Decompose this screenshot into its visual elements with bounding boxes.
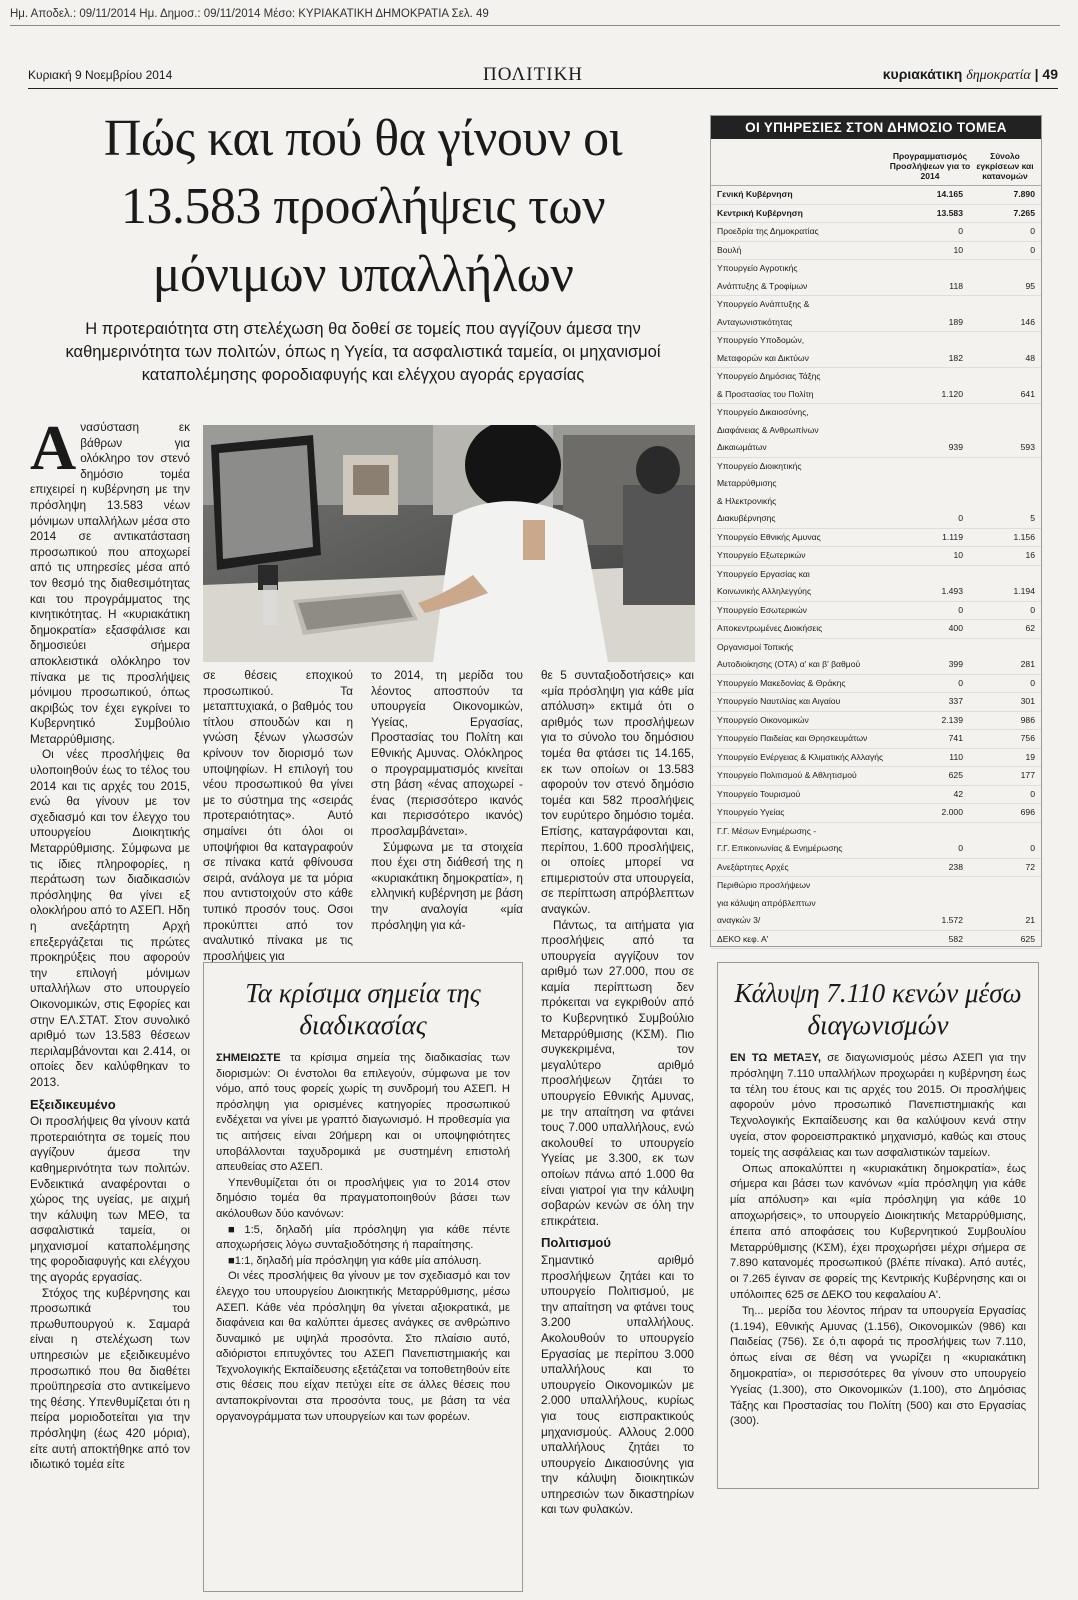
sidebar-box-vacancies bbox=[717, 962, 1039, 1489]
row-approved: 593 bbox=[1020, 442, 1035, 452]
col3-paragraph-2: Σύμφωνα με τα στοιχεία που έχει στη διάθεσή της η «κυριακάτικη δημοκρατία», η ελληνική κυβέρνηση με βάση την αναλογία «μία πρόσληψη για κά- bbox=[371, 839, 523, 932]
row-approved bbox=[975, 422, 1035, 440]
row-label: Ανάπτυξης & Τροφίμων bbox=[717, 280, 808, 291]
table-row bbox=[711, 786, 1041, 805]
row-planned: 2.139 bbox=[941, 714, 963, 725]
table-row bbox=[711, 547, 1041, 566]
row-label: Οργανισμοί Τοπικής bbox=[717, 641, 794, 652]
row-planned: 939 bbox=[948, 442, 963, 452]
row-approved: 16 bbox=[1025, 550, 1035, 560]
row-planned bbox=[885, 493, 975, 511]
row-label: Διακυβέρνησης bbox=[717, 513, 776, 523]
column-2 bbox=[203, 668, 353, 964]
clipping-metadata: Ημ. Αποδελ.: 09/11/2014 Ημ. Δημοσ.: 09/11/2014 Μέσο: ΚΥΡΙΑΚΑΤΙΚΗ ΔΗΜΟΚΡΑΤΙΑ Σελ. 49 bbox=[10, 8, 1060, 26]
row-planned bbox=[885, 260, 975, 278]
row-planned bbox=[885, 823, 975, 841]
row-label: Κεντρική Κυβέρνηση bbox=[717, 207, 803, 218]
row-approved bbox=[975, 566, 1035, 584]
row-planned: 337 bbox=[948, 696, 963, 706]
table-row bbox=[711, 350, 1041, 369]
row-approved: 177 bbox=[1020, 770, 1035, 780]
row-planned: 110 bbox=[949, 751, 963, 762]
row-label: Γ.Γ. Μέσων Ενημέρωσης - bbox=[717, 825, 817, 836]
table-header-name bbox=[717, 151, 885, 181]
section-title: ΠΟΛΙΤΙΚΗ bbox=[483, 64, 584, 85]
box1-text-1: τα κρίσιμα σημεία της διαδικασίας των διορισμών: Οι ένστολοι θα επιλεγούν, σύμφωνα με τον νόμο, από τους φορείς χωρίς τη συνδρομή του ΑΣΕΠ. Η πρόσληψη για ορισμένες κατηγορίες προσωπικού ενδέχεται να γίνει με γραπτό διαγωνισμό. Η προθεσμία για τις αιτήσεις είναι 20ήμερη και οι υποψηφιότητες υποβάλλονται ταχυδρομικά με συστημένη επιστολή απευθείας στο ΑΣΕΠ. bbox=[216, 1052, 510, 1174]
row-label: Βουλή bbox=[717, 244, 742, 255]
row-label: Αποκεντρωμένες Διοικήσεις bbox=[717, 623, 823, 633]
row-planned: 10 bbox=[953, 244, 963, 255]
row-approved: 0 bbox=[1030, 788, 1035, 799]
table-row bbox=[711, 475, 1041, 493]
box2-lead: ΕΝ ΤΩ ΜΕΤΑΞΥ, bbox=[730, 1052, 821, 1064]
row-label: Υπουργείο Μακεδονίας & Θράκης bbox=[717, 677, 846, 688]
col1-paragraph-3: Οι προσλήψεις θα γίνουν κατά προτεραιότητα σε τομείς που αγγίζουν άμεσα την καθημερινότητα των πολιτών. Ενδεικτικά αναφέρονται ο χώρος της υγείας, με αιχμή την κάλυψη των ΜΕΘ, τα ασφαλιστικά ταμεία, οι μηχανισμοί καταπολέμησης της φοροδιαφυγής και ελέγχου της αγοράς εργασίας. bbox=[30, 1114, 190, 1285]
row-planned: 1.572 bbox=[941, 915, 963, 925]
box1-bullet-1: ■1:5, δηλαδή μία πρόσληψη για κάθε πέντε αποχωρήσεις λόγω συνταξιοδότησης ή παραίτησης. bbox=[216, 1223, 510, 1252]
row-label: Προεδρία της Δημοκρατίας bbox=[717, 226, 819, 236]
table-row bbox=[711, 767, 1041, 786]
row-label: Υπουργείο Πολιτισμού & Αθλητισμού bbox=[717, 770, 857, 780]
row-approved bbox=[975, 404, 1035, 422]
row-approved: 146 bbox=[1020, 316, 1035, 327]
row-planned: 182 bbox=[948, 352, 963, 363]
row-planned bbox=[885, 404, 975, 422]
row-label: Υπουργείο Τουρισμού bbox=[717, 788, 801, 799]
row-label: Υπουργείο Αγροτικής bbox=[717, 263, 798, 273]
row-label: & Προστασίας του Πολίτη bbox=[717, 388, 814, 399]
box2-title: Κάλυψη 7.110 κενών μέσω διαγωνισμών bbox=[734, 978, 1022, 1040]
row-approved: 641 bbox=[1020, 388, 1035, 399]
box1-body bbox=[216, 1051, 510, 1425]
row-label: Υπουργείο Εθνικής Αμυνας bbox=[717, 531, 821, 542]
row-planned: 582 bbox=[948, 933, 963, 944]
table-row bbox=[711, 386, 1041, 405]
table-row bbox=[711, 278, 1041, 297]
row-approved bbox=[975, 296, 1035, 314]
row-label: Υπουργείο Υποδομών, bbox=[717, 335, 805, 345]
office-photo-illustration bbox=[203, 425, 695, 662]
row-label: Μεταρρύθμισης bbox=[717, 478, 777, 488]
col3-paragraph-1: το 2014, τη μερίδα του λέοντος αποσπούν τα υπουργεία Οικονομικών, Υγείας, Εργασίας, Προστασίας του Πολίτη και Εθνικής Αμυνας. Ολόκληρος ο προγραμματισμός κινείται στη βάση «ένας αποχωρεί - ένας (περισσότερο ικανός και περισσότερο ικανός) προσλαμβάνεται». bbox=[371, 668, 523, 838]
table-row bbox=[711, 895, 1041, 913]
table-body bbox=[711, 186, 1041, 949]
row-label: Διαφάνειας & Ανθρωπίνων bbox=[717, 424, 819, 435]
box1-title: Τα κρίσιμα σημεία της διαδικασίας bbox=[245, 978, 481, 1040]
row-label: Υπουργείο Υγείας bbox=[717, 807, 785, 817]
row-approved: 0 bbox=[1030, 226, 1035, 236]
table-row bbox=[711, 639, 1041, 657]
row-planned bbox=[885, 566, 975, 584]
table-row bbox=[711, 422, 1041, 440]
table-row bbox=[711, 859, 1041, 878]
row-planned: 189 bbox=[948, 316, 963, 327]
table-row bbox=[711, 493, 1041, 511]
row-planned: 0 bbox=[958, 843, 963, 853]
table-row bbox=[711, 931, 1041, 950]
row-approved: 95 bbox=[1025, 280, 1035, 291]
row-approved: 0 bbox=[1030, 677, 1035, 688]
box1-paragraph-3: Οι νέες προσλήψεις θα γίνουν με τον σχεδιασμό και τον έλεγχο του υπουργείου Διοικητικής Μεταρρύθμισης, μέσω ΑΣΕΠ. Κάθε νέα πρόσληψη θα γίνεται αξιοκρατικά, με διαφάνεια και θα καλύπτει άμεσες ανάγκες σε ανθρώπινο δυναμικό με υψηλά προσόντα. Στο πλαίσιο αυτό, αδιόριστοι επιτυχόντες του ΑΣΕΠ Πανεπιστημιακής και Τεχνολογικής Εκπαίδευσης εξετάζεται να τοποθετηθούν είτε στις θέσεις που είχαν πετύχει είτε σε άλλες θέσεις που ανταποκρίνονται στα προσόντα τους, με βάση τα νέα οργανογράμματα των υπουργείων και των φορέων. bbox=[216, 1270, 510, 1423]
row-label: Αυτοδιοίκησης (ΟΤΑ) α' και β' βαθμού bbox=[717, 659, 861, 669]
row-approved: 7.265 bbox=[1013, 207, 1035, 218]
box1-paragraph-2: Υπενθυμίζεται ότι οι προσλήψεις για το 2014 στον δημόσιο τομέα θα πραγματοποιηθούν βάσει των ακόλουθων δύο κανόνων: bbox=[216, 1176, 510, 1220]
newspaper-name bbox=[883, 66, 1058, 84]
row-approved: 0 bbox=[1030, 604, 1035, 615]
table-row bbox=[711, 602, 1041, 621]
row-label: Μεταφορών και Δικτύων bbox=[717, 352, 809, 363]
table-row bbox=[711, 529, 1041, 548]
row-label: Υπουργείο Εσωτερικών bbox=[717, 604, 807, 615]
row-approved bbox=[975, 260, 1035, 278]
issue-date: Κυριακή 9 Νοεμβρίου 2014 bbox=[28, 68, 173, 82]
row-approved: 625 bbox=[1020, 933, 1035, 944]
row-approved: 281 bbox=[1020, 659, 1035, 669]
subheadline: Η προτεραιότητα στη στελέχωση θα δοθεί σε τομείς που αγγίζουν άμεσα την καθημερινότητα των πολιτών, όπως η Υγεία, τα ασφαλιστικά ταμεία, οι μηχανισμοί καταπολέμησης φοροδιαφυγής και ελέγχου αγοράς εργασίας bbox=[65, 320, 661, 384]
column-3 bbox=[371, 668, 523, 933]
page-header bbox=[28, 62, 1058, 89]
row-label: Υπουργείο Παιδείας και Θρησκευμάτων bbox=[717, 733, 868, 743]
row-label: για κάλυψη απρόβλεπτων bbox=[717, 897, 816, 908]
col1-subheading: Εξειδικευμένο bbox=[30, 1096, 116, 1112]
table-row bbox=[711, 840, 1041, 859]
box2-text-1: σε διαγωνισμούς μέσω ΑΣΕΠ για την πρόσληψη 7.110 υπαλλήλων προχωράει η κυβέρνηση έως τα τέλη του έτους και τις αρχές του 2015. Οι προσλήψεις αφορούν μόνο προσωπικό Πανεπιστημιακής και Τεχνολογικής Εκπαίδευσης και θα καλύψουν κενά στην υγεία, στον φοροεισπρακτικό μηχανισμό, καθώς και στους τομείς της ασφάλειας και των ασφαλιστικών ταμείων. bbox=[730, 1052, 1027, 1159]
row-approved bbox=[975, 458, 1035, 476]
row-approved: 72 bbox=[1025, 861, 1035, 872]
row-planned bbox=[885, 422, 975, 440]
col2-paragraph-1: σε θέσεις εποχικού προσωπικού. Τα μεταπτυχιακά, ο βαθμός του τίτλου σπουδών και η γνώση ξένων γλωσσών κρίνουν τον διορισμό των υποψηφίων. Η επιλογή του νέου προσωπικού θα γίνει με το σύστημα της «σειράς προτεραιότητας». Αυτό σημαίνει ότι όλοι οι υποψήφιοι θα καταγραφούν σε πίνακα κατά φθίνουσα σειρά, ανάλογα με τα μόρια που αντιστοιχούν στο κάθε τυπικό προσόν τους. Οσοι προκύπτει από τον αναλυτικό πίνακα με τις προσλήψεις για bbox=[203, 668, 353, 963]
row-approved: 21 bbox=[1025, 915, 1035, 925]
row-planned bbox=[885, 877, 975, 895]
drop-cap: Α bbox=[30, 412, 77, 483]
col4-paragraph-2: Πάντως, τα αιτήματα για προσλήψεις από τα υπουργεία αγγίζουν τον αριθμό των 27.000, που σε καμία περίπτωση δεν πρόκειται να εγκριθούν από το Κυβερνητικό Συμβούλιο Μεταρρύθμισης (ΚΣΜ). Πιο συγκεκριμένα, τον μεγαλύτερο αριθμό προσλήψεων ζητάει το υπουργείο Εθνικής Αμυνας, με την απαίτηση να φτάνει τους 7.000 υπαλλήλους, ενώ ακολουθεί το υπουργείο Υγείας με 3.300, εκ των οποίων πάνω από 1.000 θα είναι γιατροί για την κάλυψη σοβαρών κενών σε όλη την επικράτεια. bbox=[541, 917, 694, 1228]
table-row bbox=[711, 877, 1041, 895]
box2-paragraph-1 bbox=[730, 1051, 1026, 1162]
paper-bold: κυριακάτικη bbox=[882, 66, 963, 82]
table-row bbox=[711, 223, 1041, 242]
row-approved: 696 bbox=[1020, 807, 1035, 817]
table-row bbox=[711, 205, 1041, 224]
row-label: Υπουργείο Εργασίας και bbox=[717, 568, 810, 579]
table-row bbox=[711, 439, 1041, 458]
table-row bbox=[711, 656, 1041, 675]
row-approved: 301 bbox=[1020, 696, 1035, 706]
box2-body bbox=[730, 1051, 1026, 1430]
row-approved: 1.194 bbox=[1013, 586, 1035, 596]
row-planned: 0 bbox=[958, 604, 963, 615]
row-planned: 625 bbox=[948, 770, 963, 780]
row-planned: 2.000 bbox=[941, 807, 963, 817]
row-label: Υπουργείο Δικαιοσύνης, bbox=[717, 407, 809, 417]
row-planned bbox=[885, 368, 975, 386]
article-photo bbox=[203, 425, 695, 662]
row-approved: 62 bbox=[1025, 623, 1035, 633]
table-row bbox=[711, 186, 1041, 205]
row-approved bbox=[975, 877, 1035, 895]
row-label: Υπουργείο Ναυτιλίας και Αιγαίου bbox=[717, 696, 841, 706]
column-4 bbox=[541, 668, 694, 1518]
row-planned: 1.493 bbox=[941, 586, 963, 596]
table-row bbox=[711, 823, 1041, 841]
row-planned bbox=[885, 639, 975, 657]
box2-paragraph-2: Οπως αποκαλύπτει η «κυριακάτικη δημοκρατία», έως σήμερα και βάσει των κανόνων «μία πρόσληψη για κάθε μία απόλυση» και «μία πρόσληψη για κάθε 10 αποχωρήσεις», το υπουργείο Διοικητικής Μεταρρύθμισης, έπειτα από αποφάσεις του Κυβερνητικού Συμβουλίου Μεταρρύθμισης (ΚΣΜ), έχει προχωρήσει μέχρι σήμερα σε 7.890 κατανομές προσωπικού (βλέπε πίνακα). Από αυτές, οι 7.265 έγιναν σε φορείς της Κεντρικής Κυβέρνησης και οι υπόλοιπες 625 σε ΔΕΚΟ του κεφαλαίου Α'. bbox=[730, 1162, 1026, 1301]
row-planned: 0 bbox=[958, 226, 963, 236]
row-approved: 0 bbox=[1030, 244, 1035, 255]
headline: Πώς και πού θα γίνουν οι 13.583 προσλήψεις των μόνιμων υπαλλήλων bbox=[103, 110, 623, 303]
row-planned: 13.583 bbox=[936, 207, 963, 218]
row-planned: 42 bbox=[953, 788, 963, 799]
box2-paragraph-3: Τη... μερίδα του λέοντος πήραν τα υπουργεία Εργασίας (1.194), Εθνικής Αμυνας (1.156), Οικονομικών (986) και Παιδείας (756). Σε ό,τι αφορά τις προσλήψεις των 7.110, όπως είναι σε θέση να γνωρίζει η «κυριακάτικη δημοκρατία», οι περισσότερες θα γίνουν στο υπουργείο Υγείας (1.300), στο Οικονομικών (1.100), στο Δημόσιας Τάξης και Προστασίας του Πολίτη (500) και στο Εργασίας (300). bbox=[730, 1304, 1026, 1428]
row-approved bbox=[975, 475, 1035, 493]
row-planned: 400 bbox=[948, 623, 963, 633]
row-label: Ανεξάρτητες Αρχές bbox=[717, 861, 789, 872]
row-planned bbox=[885, 895, 975, 913]
table-row bbox=[711, 332, 1041, 350]
table-row bbox=[711, 804, 1041, 823]
table-row bbox=[711, 458, 1041, 476]
col4-paragraph-1: θε 5 συνταξιοδοτήσεις» και «μία πρόσληψη για κάθε μία απόλυση» εκτιμά ότι ο αριθμός των προσλήψεων για το σύνολο του δημόσιου τομέα θα φτάσει τις 14.165, εκ των οποίων οι 13.583 αφορούν τον στενό δημόσιο τομέα και 582 προσλήψεις τον ευρύτερο δημόσιο τομέα. Επίσης, καταγράφονται και, περίπου, 1.600 προσλήψεις, οι οποίες μπορεί να επιμεριστούν στα υπουργεία, σε περίπτωση απρόβλεπτων αναγκών. bbox=[541, 668, 694, 916]
col1-paragraph-1: νασύσταση εκ βάθρων για ολόκληρο τον στενό δημόσιο τομέα επιχειρεί η κυβέρνηση με την πρόσληψη 13.583 νέων μόνιμων υπαλλήλων μέσα στο 2014 σε αντικατάσταση προσωπικού που αποχωρεί από τις υπηρεσίες μέσα από τον θεσμό της διαθεσιμότητας και του προγράμματος της κινητικότητας. Η «κυριακάτικη δημοκρατία» εξασφάλισε και δημοσιεύει σήμερα αποκλειστικά ολόκληρο τον πίνακα με τις προσλήψεις μόνιμου προσωπικού, όπως ακριβώς τον έχει εγκρίνει το Κυβερνητικό Συμβούλιο Μεταρρύθμισης. bbox=[30, 420, 190, 746]
row-planned: 10 bbox=[953, 550, 963, 560]
table-row bbox=[711, 510, 1041, 529]
row-planned: 1.119 bbox=[942, 531, 963, 542]
row-approved: 19 bbox=[1025, 751, 1035, 762]
row-planned: 118 bbox=[949, 280, 963, 291]
row-planned bbox=[885, 458, 975, 476]
row-label: Υπουργείο Δημόσιας Τάξης bbox=[717, 371, 821, 381]
table-row bbox=[711, 583, 1041, 602]
col4-paragraph-3: Σημαντικό αριθμό προσλήψεων ζητάει και το υπουργείο Πολιτισμού, με την απαίτηση να φτάνει τους 3.200 υπαλλήλους. Ακολουθούν το υπουργείο Εργασίας με περίπου 3.000 υπαλλήλους και το υπουργείο Οικονομικών με 2.000 υπαλλήλους, κυρίως για τους εισπρακτικούς μηχανισμούς. Αλλους 2.000 υπαλλήλους ζητάει το υπουργείο Δικαιοσύνης για την κάλυψη διοικητικών υπηρεσιών των δικαστηρίων και των φυλακών. bbox=[541, 1252, 694, 1517]
row-planned bbox=[885, 296, 975, 314]
row-planned: 0 bbox=[958, 677, 963, 688]
row-approved bbox=[975, 895, 1035, 913]
page-number: | 49 bbox=[1034, 66, 1058, 82]
table-header-col2: Σύνολο εγκρίσεων και κατανομών bbox=[976, 151, 1034, 181]
table-header-col1: Προγραμματισμός Προσλήψεων για το 2014 bbox=[889, 151, 971, 181]
row-approved bbox=[975, 493, 1035, 511]
row-label: Περιθώριο προσλήψεων bbox=[717, 880, 811, 890]
row-approved bbox=[975, 368, 1035, 386]
table-row bbox=[711, 749, 1041, 768]
table-header bbox=[711, 139, 1041, 186]
row-label: αναγκών 3/ bbox=[717, 915, 761, 925]
table-row bbox=[711, 912, 1041, 931]
table-row bbox=[711, 712, 1041, 731]
row-label: ΔΕΚΟ κεφ. Α' bbox=[717, 933, 769, 944]
row-label: Υπουργείο Ανάπτυξης & bbox=[717, 299, 810, 309]
row-label: Γ.Γ. Επικοινωνίας & Ενημέρωσης bbox=[717, 843, 843, 853]
table-row bbox=[711, 730, 1041, 749]
row-approved: 5 bbox=[1030, 513, 1035, 523]
row-planned: 14.165 bbox=[936, 189, 963, 199]
row-label: Δικαιωμάτων bbox=[717, 442, 767, 452]
column-1 bbox=[30, 412, 190, 1473]
row-planned: 399 bbox=[948, 659, 963, 669]
row-approved: 0 bbox=[1030, 843, 1035, 853]
box1-lead: ΣΗΜΕΙΩΣΤΕ bbox=[216, 1052, 281, 1064]
table-row bbox=[711, 675, 1041, 694]
row-label: & Ηλεκτρονικής bbox=[717, 495, 777, 506]
row-approved: 986 bbox=[1020, 714, 1035, 725]
row-approved: 48 bbox=[1025, 352, 1035, 363]
row-approved: 756 bbox=[1020, 733, 1035, 743]
table-row bbox=[711, 620, 1041, 639]
table-row bbox=[711, 314, 1041, 333]
row-planned: 0 bbox=[958, 513, 963, 523]
row-label: Υπουργείο Εξωτερικών bbox=[717, 550, 806, 560]
row-label: Υπουργείο Οικονομικών bbox=[717, 714, 809, 725]
row-planned: 741 bbox=[948, 733, 963, 743]
row-planned bbox=[885, 475, 975, 493]
table-row bbox=[711, 368, 1041, 386]
table-row bbox=[711, 566, 1041, 584]
public-sector-table bbox=[710, 115, 1042, 947]
row-approved bbox=[975, 823, 1035, 841]
table-row bbox=[711, 693, 1041, 712]
table-row bbox=[711, 296, 1041, 314]
row-label: Κοινωνικής Αλληλεγγύης bbox=[717, 586, 812, 596]
row-label: Υπουργείο Ενέργειας & Κλιματικής Αλλαγής bbox=[717, 751, 884, 762]
paper-rest: δημοκρατία bbox=[966, 68, 1031, 83]
col4-subheading: Πολιτισμού bbox=[541, 1235, 611, 1251]
row-label: Υπουργείο Διοικητικής bbox=[717, 460, 802, 471]
row-approved: 7.890 bbox=[1013, 189, 1035, 199]
sidebar-box-critical-points bbox=[203, 962, 523, 1592]
box1-bullet-2: ■1:1, δηλαδή μία πρόσληψη για κάθε μία απόλυση. bbox=[228, 1254, 482, 1267]
table-title: ΟΙ ΥΠΗΡΕΣΙΕΣ ΣΤΟΝ ΔΗΜΟΣΙΟ ΤΟΜΕΑ bbox=[711, 116, 1041, 139]
table-row bbox=[711, 404, 1041, 422]
col1-paragraph-2: Οι νέες προσλήψεις θα υλοποιηθούν έως το τέλος του 2014 και τις αρχές του 2015, ενώ θα γίνουν με τον σχεδιασμό και τον έλεγχο του υπουργείου Διοικητικής Μεταρρύθμισης. Σύμφωνα με τις ίδιες πληροφορίες, η περάτωση των διαδικασιών πρόσληψης θα γίνει εξ ολοκλήρου από το ΑΣΕΠ. Ηδη η ανεξάρτητη Αρχή επεξεργάζεται τις πρώτες προκηρύξεις που αφορούν την επιλογή μόνιμων υπαλλήλων στο υπουργείο Οικονομικών, στις Εφορίες και στην ΕΛ.ΣΤΑΤ. Στον συνολικό αριθμό των 13.583 θέσεων περιλαμβάνονται και 2.414, οι οποίες δεν καλύφθηκαν το 2013. bbox=[30, 747, 190, 1089]
table-row bbox=[711, 242, 1041, 261]
row-planned: 1.120 bbox=[941, 388, 963, 399]
col1-paragraph-4: Στόχος της κυβέρνησης και προσωπικά του πρωθυπουργού κ. Σαμαρά είναι η στελέχωση των υπηρεσιών με εξειδικευμένο προσωπικό που θα διαθέτει προϋπηρεσία στο αντικείμενο της θέσης. Υπενθυμίζεται ότι η πείρα μοριοδοτείται για την πρόσληψη (έως 420 μόρια), είτε αυτή αποκτήθηκε από τον ιδιωτικό τομέα είτε bbox=[30, 1285, 190, 1472]
row-planned bbox=[885, 332, 975, 350]
row-approved: 1.156 bbox=[1013, 531, 1035, 542]
row-approved bbox=[975, 639, 1035, 657]
box1-paragraph-1 bbox=[216, 1051, 510, 1176]
row-label: Ανταγωνιστικότητας bbox=[717, 316, 793, 327]
row-label: Γενική Κυβέρνηση bbox=[717, 189, 793, 199]
table-row bbox=[711, 260, 1041, 278]
row-approved bbox=[975, 332, 1035, 350]
row-planned: 238 bbox=[948, 861, 963, 872]
